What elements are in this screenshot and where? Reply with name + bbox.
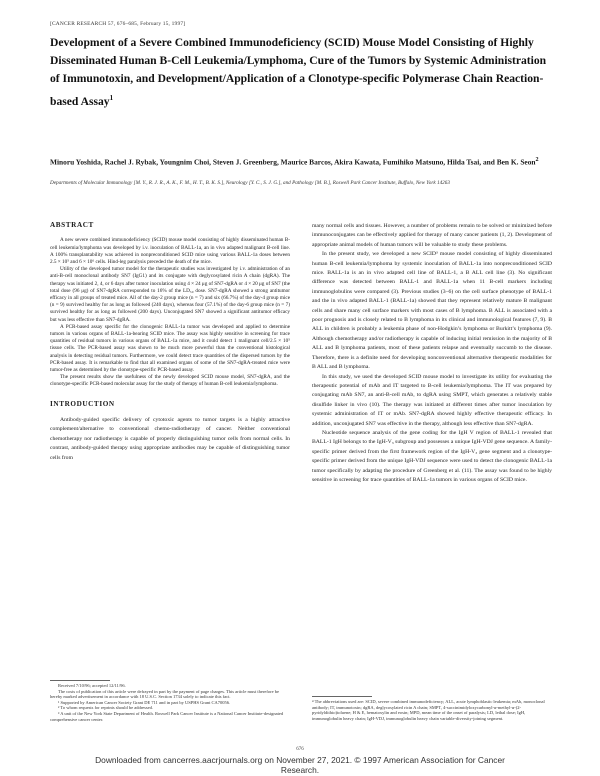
body-paragraph: In this study, we used the developed SCID mouse model to investigate its utility for evaluating the therapeutic potential of mAb and IT targeted to B-cell leukemia/lymphoma. The IT was prepared by conjugating mAb SN7, an anti-B-cell mAb, to dgRA using SMPT, which generates a relatively stable disulfide linker in vivo (10). The therapy was initiated at different times after tumor inoculation by systemic administration of IT or mAb. SN7-dgRA showed highly effective therapeutic efficacy. In addition, unconjugated SN7 was effective in the therapy, although less effective than SN7-dgRA.: [312, 373, 552, 427]
author-footnote-marker: 2: [535, 157, 539, 163]
abstract-paragraph: Utility of the developed tumor model for the therapeutic studies was investigated by i.v. administration of an anti-B-cell monoclonal antibody SN7 (IgG1) and its conjugate with deglycosylated ricin A chain (dgRA). The therapy was initiated 2, 4, or 6 days after tumor inoculation using 4 × 24 μg of SN7-dgRA or 4 × 20 μg of SN7 (the total dose (96 μg) of SN7-dgRA corresponded to 16% of the LD₅₀ dose. SN7-dgRA showed a strong antitumor efficacy in all groups of treated mice. All of the day-2 group mice (n = 7) and six (66.7%) of the day-4 group mice (n = 9) survived healthy for as long as followed (240 days), whereas four (57.1%) of the day-6 group mice (n = 7) survived healthy for as long as followed (200 days). Unconjugated SN7 showed a significant antitumor efficacy but was less effective than SN7-dgRA.: [50, 266, 290, 323]
left-column: [50, 222, 290, 463]
download-notice-line: Downloaded from cancerres.aacrjournals.org on November 27, 2021. © 1997 American Association for Cancer: [95, 755, 505, 765]
body-paragraph: many normal cells and tissues. However, a number of problems remain to be solved or minimized before immunoconjugates can be effectively applied for therapy of many cancer patients (1, 2). Development of appropriate animal models of human tumors will be valuable to study these problems.: [312, 223, 552, 248]
article-title: [50, 34, 550, 111]
author-list: [50, 155, 550, 168]
author-names: Minoru Yoshida, Rachel J. Rybak, Youngnim Choi, Steven J. Greenberg, Maurice Barcos, Akira Kawata, Fumihiko Matsuno, Hilda Tsai, and Ben K. Seon: [50, 157, 536, 167]
right-column: [312, 222, 552, 485]
abstract-paragraph: A PCR-based assay specific for the clonogenic BALL-1a tumor was developed and applied to determine tumors in various organs of BALL-1a-bearing SCID mice. The assay was highly sensitive in screening for trace quantities of residual tumors in various organs of BALL-1a mice, and it could detect 1 malignant cell/2.5 × 10⁵ tissue cells. The PCR-based assay was shown to be much more powerful than the conventional histological analysis in detecting residual tumors. Furthermore, we could detect trace quantities of the dispersed tumors by the PCR-based assay. It is remarkable to find that all examined organs of some of the SN7-dgRA-treated mice were tumor-free as determined by the clonotype-specific PCR-based assay.: [50, 323, 290, 374]
download-notice: [0, 756, 600, 776]
introduction-heading: INTRODUCTION: [50, 399, 115, 408]
article-title-text: Development of a Severe Combined Immunodeficiency (SCID) Mouse Model Consisting of Highly Disseminated Human B-Cell Leukemia/Lymphoma, Cure of the Tumors by Systemic Administration of Immunotoxin, and Development/Application of a Clonotype-specific Polymerase Chain Reaction-based Assay: [50, 36, 547, 108]
title-footnote-marker: 1: [109, 93, 114, 102]
introduction-section: [50, 401, 290, 463]
abstract-heading: ABSTRACT: [50, 221, 94, 229]
abstract-paragraph: The present results show the usefulness of the newly developed SCID mouse model, SN7-dgRA, and the clonotype-specific PCR-based molecular assay for the study of therapy of human B-cell leukemia/lymphoma.: [50, 374, 290, 388]
download-notice-line: Research.: [280, 764, 320, 775]
author-affiliation: Departments of Molecular Immunology [M. Y., R. J. R., A. K., F. M., H. T., B. K. S.], Neurology [Y. C., S. J. G.], and Pathology [M. B.], Roswell Park Cancer Institute, Buffalo, New York 14263: [50, 180, 450, 186]
footnote: ¹ Supported by American Cancer Society Grant DE 711 and in part by USPHS Grant CA70056.: [58, 699, 231, 705]
footnote: Received 7/10/96; accepted 12/11/96.: [58, 683, 126, 688]
footnotes-left: [50, 683, 290, 722]
footnote: ² To whom requests for reprints should be addressed.: [58, 705, 154, 711]
page-number: 676: [296, 747, 304, 752]
footnote: ³ A unit of the New York State Department of Health. Roswell Park Cancer Institute is a National Cancer Institute-designated comprehensive cancer center.: [50, 710, 284, 722]
footnote: The costs of publication of this article were defrayed in part by the payment of page charges. This article must therefore be hereby marked advertisement in accordance with 18 U.S.C. Section 1734 solely to indicate this fact.: [50, 688, 280, 700]
abstract-paragraph: A new severe combined immunodeficiency (SCID) mouse model consisting of highly disseminated human B-cell leukemia/lymphoma was developed by i.v. inoculation of BALL-1a, an in vivo adapted malignant B-cell line. A 100% transplantability was achieved in nonpreconditioned SCID mice using various BALL-1a doses between 2.5 × 10⁵ and 6 × 10⁶ cells. Hind-leg paralysis preceded the death of the mice.: [50, 237, 290, 266]
footnote-divider-right: [312, 696, 372, 697]
journal-citation: [CANCER RESEARCH 57, 676–685, February 15, 1997]: [50, 21, 186, 27]
body-paragraph: In the present study, we developed a new SCID³ mouse model consisting of highly disseminated human B-cell leukemia/lymphoma by systemic inoculation of BALL-1a into nonpreconditioned SCID mice. BALL-1a is an in vivo adapted cell line of BALL-1, a B ALL cell line (3). No significant difference was detected between BALL-1 and BALL-1a when 11 B-cell markers including immunoglobulins were compared (3). Previous studies (3–6) on the cell surface phenotype of BALL-1 and the in vivo adapted BALL-1 (BALL-1a) showed that they represent relatively mature B malignant cells and share many cell surface markers with most cases of B lymphoma. B ALL is associated with a poor prognosis and is closely related to B lymphoma in its clinical and immunological features (7, 9). B ALL in children is probably a leukemia phase of non-Hodgkin’s lymphoma or Burkitt’s lymphoma (9). Although chemotherapy and/or radiotherapy is capable of inducing initial remission in the majority of B ALL and B lymphoma patients, most of these patients relapse and eventually succumb to the disease. Therefore, there is a definite need for developing nonconventional alternative therapeutic modalities for B ALL and B lymphoma.: [312, 251, 552, 371]
footnote-abbreviations: ⁴ The abbreviations used are: SCID, severe combined immunodeficiency; ALL, acute lymphoblastic leukemia; mAb, monoclonal antibody; IT, immunotoxin; dgRA, deglycosylated ricin A chain; SMPT, 4-succinimidyloxycarbonyl-α-methyl-α-(2-pyridyldithio)toluene; H & E, hematoxylin and eosin; MPD, mean time of the onset of paralysis; LD, lethal dose; IgH, immunoglobulin heavy chain; IgH-VDJ, immunoglobulin heavy chain variable-diversity-joining segment.: [312, 699, 545, 721]
footnote-divider: [50, 680, 110, 681]
introduction-paragraph: Antibody-guided specific delivery of cytotoxic agents to tumor targets is a highly attractive complement/alternative to conventional chemo-radiotherapy of cancer. Neither conventional chemotherapy nor radiotherapy is capable of properly distinguishing tumor cells from normal cells. In contrast, antibody-guided therapy using appropriate antibodies may be capable of distinguishing tumor cells from: [50, 417, 290, 461]
abstract-section: [50, 222, 290, 389]
body-paragraph: Nucleotide sequence analysis of the gene coding for the IgH V region of BALL-1 revealed that BALL-1 IgH belongs to the IgH-V₃ subgroup and possesses a unique IgH-VDJ gene sequence. A family-specific primer derived from the first framework region of the IgH-V₃ gene segment and a clonotype-specific primer derived from the unique IgH-VDJ sequence were used to detect the clonogenic BALL-1a tumor specifically by adapting the procedure of Greenberg et al. (11). The assay was found to be highly sensitive in screening for trace quantities of BALL-1a tumors in various organs of SCID mice.: [312, 429, 552, 483]
